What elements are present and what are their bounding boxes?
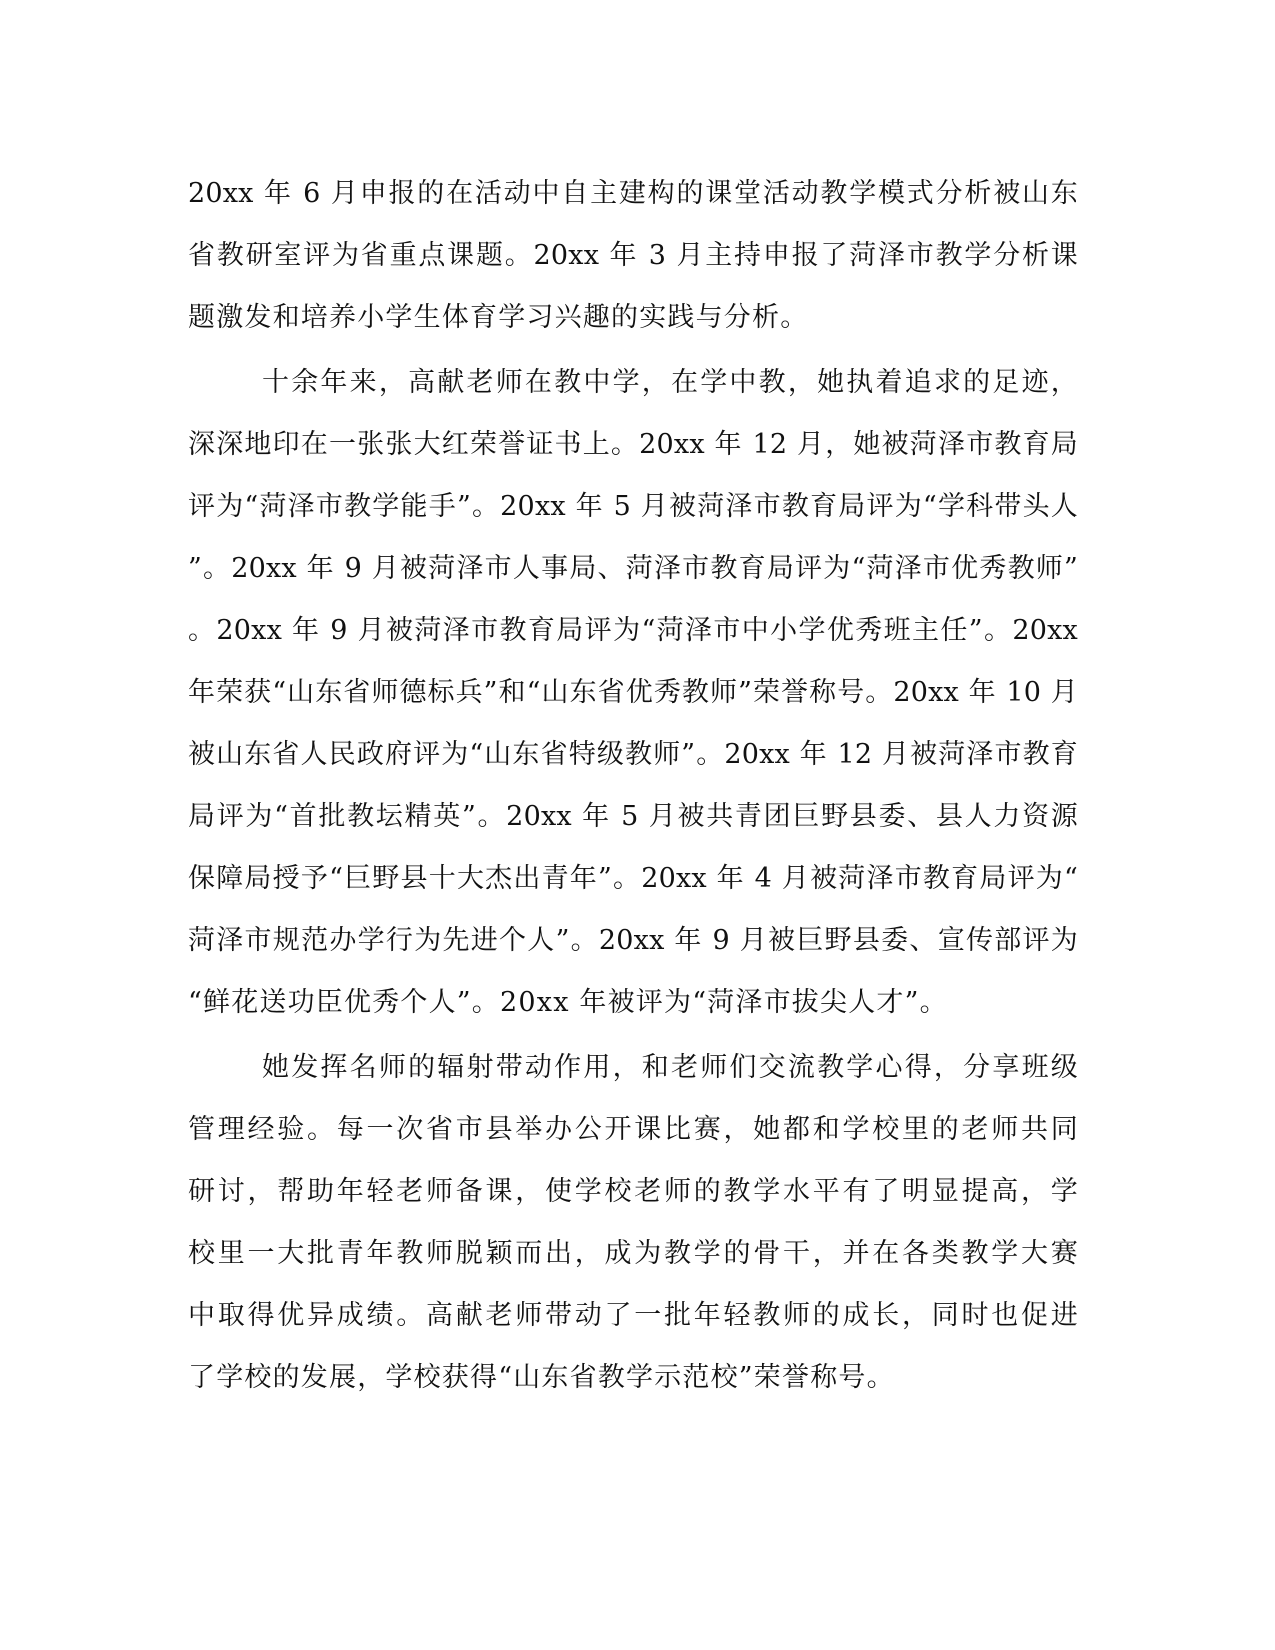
text-line: 省教研室评为省重点课题。20xx 年 3 月主持申报了菏泽市教学分析课 (188, 240, 1078, 271)
text-line: 局评为“首批教坛精英”。20xx 年 5 月被共青团巨野县委、县人力资源 (188, 801, 1078, 832)
text-line: 年荣获“山东省师德标兵”和“山东省优秀教师”荣誉称号。20xx 年 10 月 (188, 677, 1078, 708)
text-line: 20xx 年 6 月申报的在活动中自主建构的课堂活动教学模式分析被山东 (188, 178, 1078, 209)
paragraph-2 (188, 352, 1078, 1034)
paragraph-3 (188, 1037, 1078, 1409)
text-line: “鲜花送功臣优秀个人”。20xx 年被评为“菏泽市拔尖人才”。 (188, 987, 948, 1018)
text-line: 研讨，帮助年轻老师备课，使学校老师的教学水平有了明显提高，学 (188, 1176, 1078, 1207)
text-line: 。20xx 年 9 月被菏泽市教育局评为“菏泽市中小学优秀班主任”。20xx (188, 615, 1078, 646)
text-line: 评为“菏泽市教学能手”。20xx 年 5 月被菏泽市教育局评为“学科带头人 (188, 491, 1078, 522)
text-line: 深深地印在一张张大红荣誉证书上。20xx 年 12 月，她被菏泽市教育局 (188, 429, 1078, 460)
text-line: 题激发和培养小学生体育学习兴趣的实践与分析。 (188, 302, 809, 333)
text-line: 菏泽市规范办学行为先进个人”。20xx 年 9 月被巨野县委、宣传部评为 (188, 925, 1078, 956)
text-line: 校里一大批青年教师脱颖而出，成为教学的骨干，并在各类教学大赛 (188, 1238, 1078, 1269)
text-line: 中取得优异成绩。高献老师带动了一批年轻教师的成长，同时也促进 (188, 1300, 1078, 1331)
text-line: 十余年来，高献老师在教中学，在学中教，她执着追求的足迹， (262, 367, 1078, 398)
paragraph-1 (188, 163, 1078, 349)
text-line: 管理经验。每一次省市县举办公开课比赛，她都和学校里的老师共同 (188, 1114, 1078, 1145)
document-body (188, 163, 1078, 1409)
text-line: 了学校的发展，学校获得“山东省教学示范校”荣誉称号。 (188, 1362, 895, 1393)
text-line: 被山东省人民政府评为“山东省特级教师”。20xx 年 12 月被菏泽市教育 (188, 739, 1078, 770)
text-line: ”。20xx 年 9 月被菏泽市人事局、菏泽市教育局评为“菏泽市优秀教师” (188, 553, 1078, 584)
text-line: 她发挥名师的辐射带动作用，和老师们交流教学心得，分享班级 (262, 1052, 1078, 1083)
text-line: 保障局授予“巨野县十大杰出青年”。20xx 年 4 月被菏泽市教育局评为“ (188, 863, 1078, 894)
